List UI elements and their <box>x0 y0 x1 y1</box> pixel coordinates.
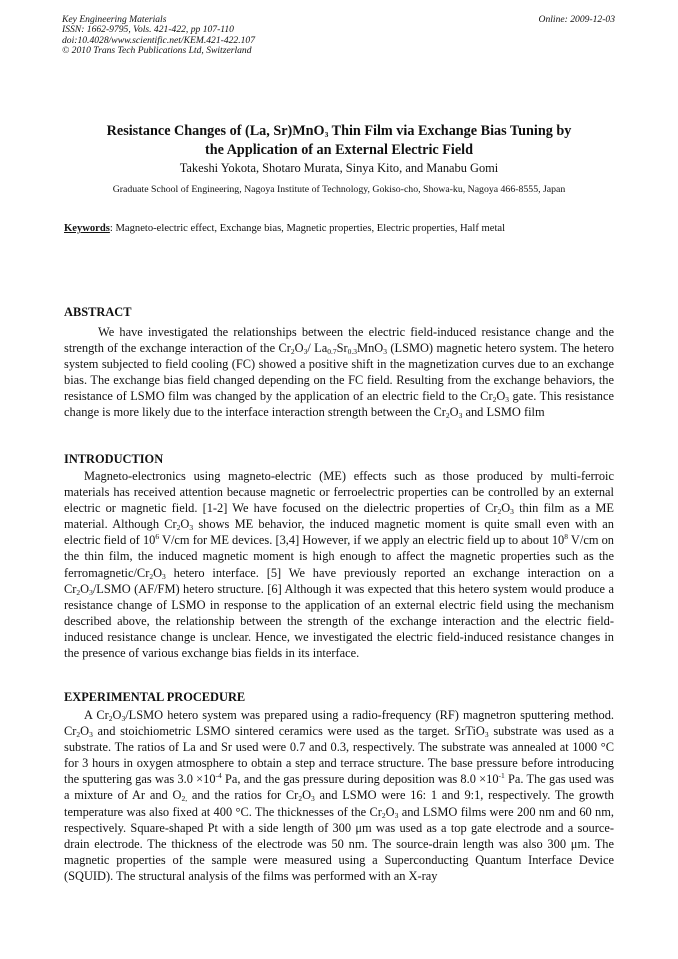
title-line2: the Application of an External Electric Field <box>205 141 473 158</box>
abstract-paragraph: We have investigated the relationships between the electric field-induced resistance change and the strength of the exchange interaction of the $Cr_2O_3/$ $La_{0.7}Sr_{0.3}MnO_3$ (LSMO) magnetic hetero system. The hetero system subjected to field cooling (FC) showed a positive shift in the magnetization curves due to an exchange bias. The exchange bias field changed depending on the FC field. Resulting from the exchange behaviors, the resistance of LSMO film was changed by the application of an electric field to the $Cr_2O_3$ gate. This resistance change is more likely due to the interface interaction strength between the $Cr_2O_3$ and LSMO film <box>64 325 615 421</box>
introduction-paragraph: Magneto-electronics using magneto-electric (ME) effects such as those produced by multi-ferroic materials has received attention because magnetic or ferroelectric properties can be controlled by an external electric or magnetic field. [1-2] We have focused on the dielectric properties of $Cr_2O_3$ thin film as a ME material. Although $Cr_2O_3$ shows ME behavior, the induced magnetic moment is quite small even with an electric field of $10^6$ V/cm for ME devices. [3,4] However, if we apply an electric field up to about $10^8$ V/cm on the thin film, the induced magnetic moment is high enough to affect the magnetic properties such as the ferromagnetic/$Cr_2O_3$ hetero interface. [5] We have previously reported an exchange interaction on a $Cr_2O_3$/LSMO (AF/FM) hetero structure. [6] Although it was expected that this hetero system would produce a resistance change of LSMO in response to the application of an external electric field using the mechanism described above, the relationship between the strength of the exchange interaction and the electric field-induced resistance change is unclear. Hence, we investigated the electric field-induced resistance changes in the presence of various exchange bias fields in its interface. <box>64 469 615 661</box>
paper-title <box>62 122 616 159</box>
experimental-paragraph: A $Cr_2O_3$/LSMO hetero system was prepared using a radio-frequency (RF) magnetron sputtering method. $Cr_2O_3$ and stoichiometric LSMO sintered ceramics were used as the target. SrTiO$_3$ substrate was used as a substrate. The ratios of La and Sr used were 0.7 and 0.3, respectively. The substrate was annealed at 1000 °C for 3 hours in oxygen atmosphere to obtain a step and terrace structure. The base pressure before introducing the sputtering gas was $3.0 \times 10^{-4}$ Pa, and the gas pressure during deposition was $8.0 \times 10^{-1}$ Pa. The gas used was a mixture of Ar and $O_{2,}$ and the ratios for $Cr_2O_3$ and LSMO were 16: 1 and 9:1, respectively. The growth temperature was also fixed at 400 °C. The thicknesses of the $Cr_2O_3$ and LSMO films were 200 nm and 60 nm, respectively. Square-shaped Pt with a side length of 300 μm was used as a top gate electrode and a source-drain electrode. The thickness of the electrode was 50 nm. The source-drain length was also 300 μm. The magnetic properties of the sample were measured using a Superconducting Quantum Interface Device (SQUID). The structural analysis of the films was performed with an X-ray <box>64 708 614 883</box>
abstract-heading: ABSTRACT <box>64 305 132 319</box>
introduction-heading: INTRODUCTION <box>64 452 164 466</box>
keywords <box>64 222 614 235</box>
author-list: Takeshi Yokota, Shotaro Murata, Sinya Kito, and Manabu Gomi <box>179 161 499 175</box>
journal-issn: ISSN: 1662-9795, Vols. 421-422, pp 107-110 <box>62 24 234 36</box>
affiliation: Graduate School of Engineering, Nagoya Institute of Technology, Gokiso-cho, Showa-ku, Nagoya 466-8555, Japan <box>112 184 566 195</box>
introduction-body <box>64 468 614 661</box>
experimental-heading: EXPERIMENTAL PROCEDURE <box>64 690 246 704</box>
keywords-label: Keywords <box>64 223 110 234</box>
keywords-text: : Magneto-electric effect, Exchange bias, Magnetic properties, Electric properties, Half metal <box>109 223 506 234</box>
title-line1: Resistance Changes of (La, Sr)MnO$_3$ Thin Film via Exchange Bias Tuning by <box>106 123 572 139</box>
online-date: Online: 2009-12-03 <box>538 14 615 25</box>
journal-name: Key Engineering Materials <box>62 14 167 25</box>
journal-doi: doi:10.4028/www.scientific.net/KEM.421-422.107 <box>62 34 256 46</box>
abstract-body <box>64 324 614 421</box>
journal-copyright: © 2010 Trans Tech Publications Ltd, Switzerland <box>62 45 252 57</box>
journal-header <box>62 15 255 57</box>
experimental-body <box>64 707 614 884</box>
